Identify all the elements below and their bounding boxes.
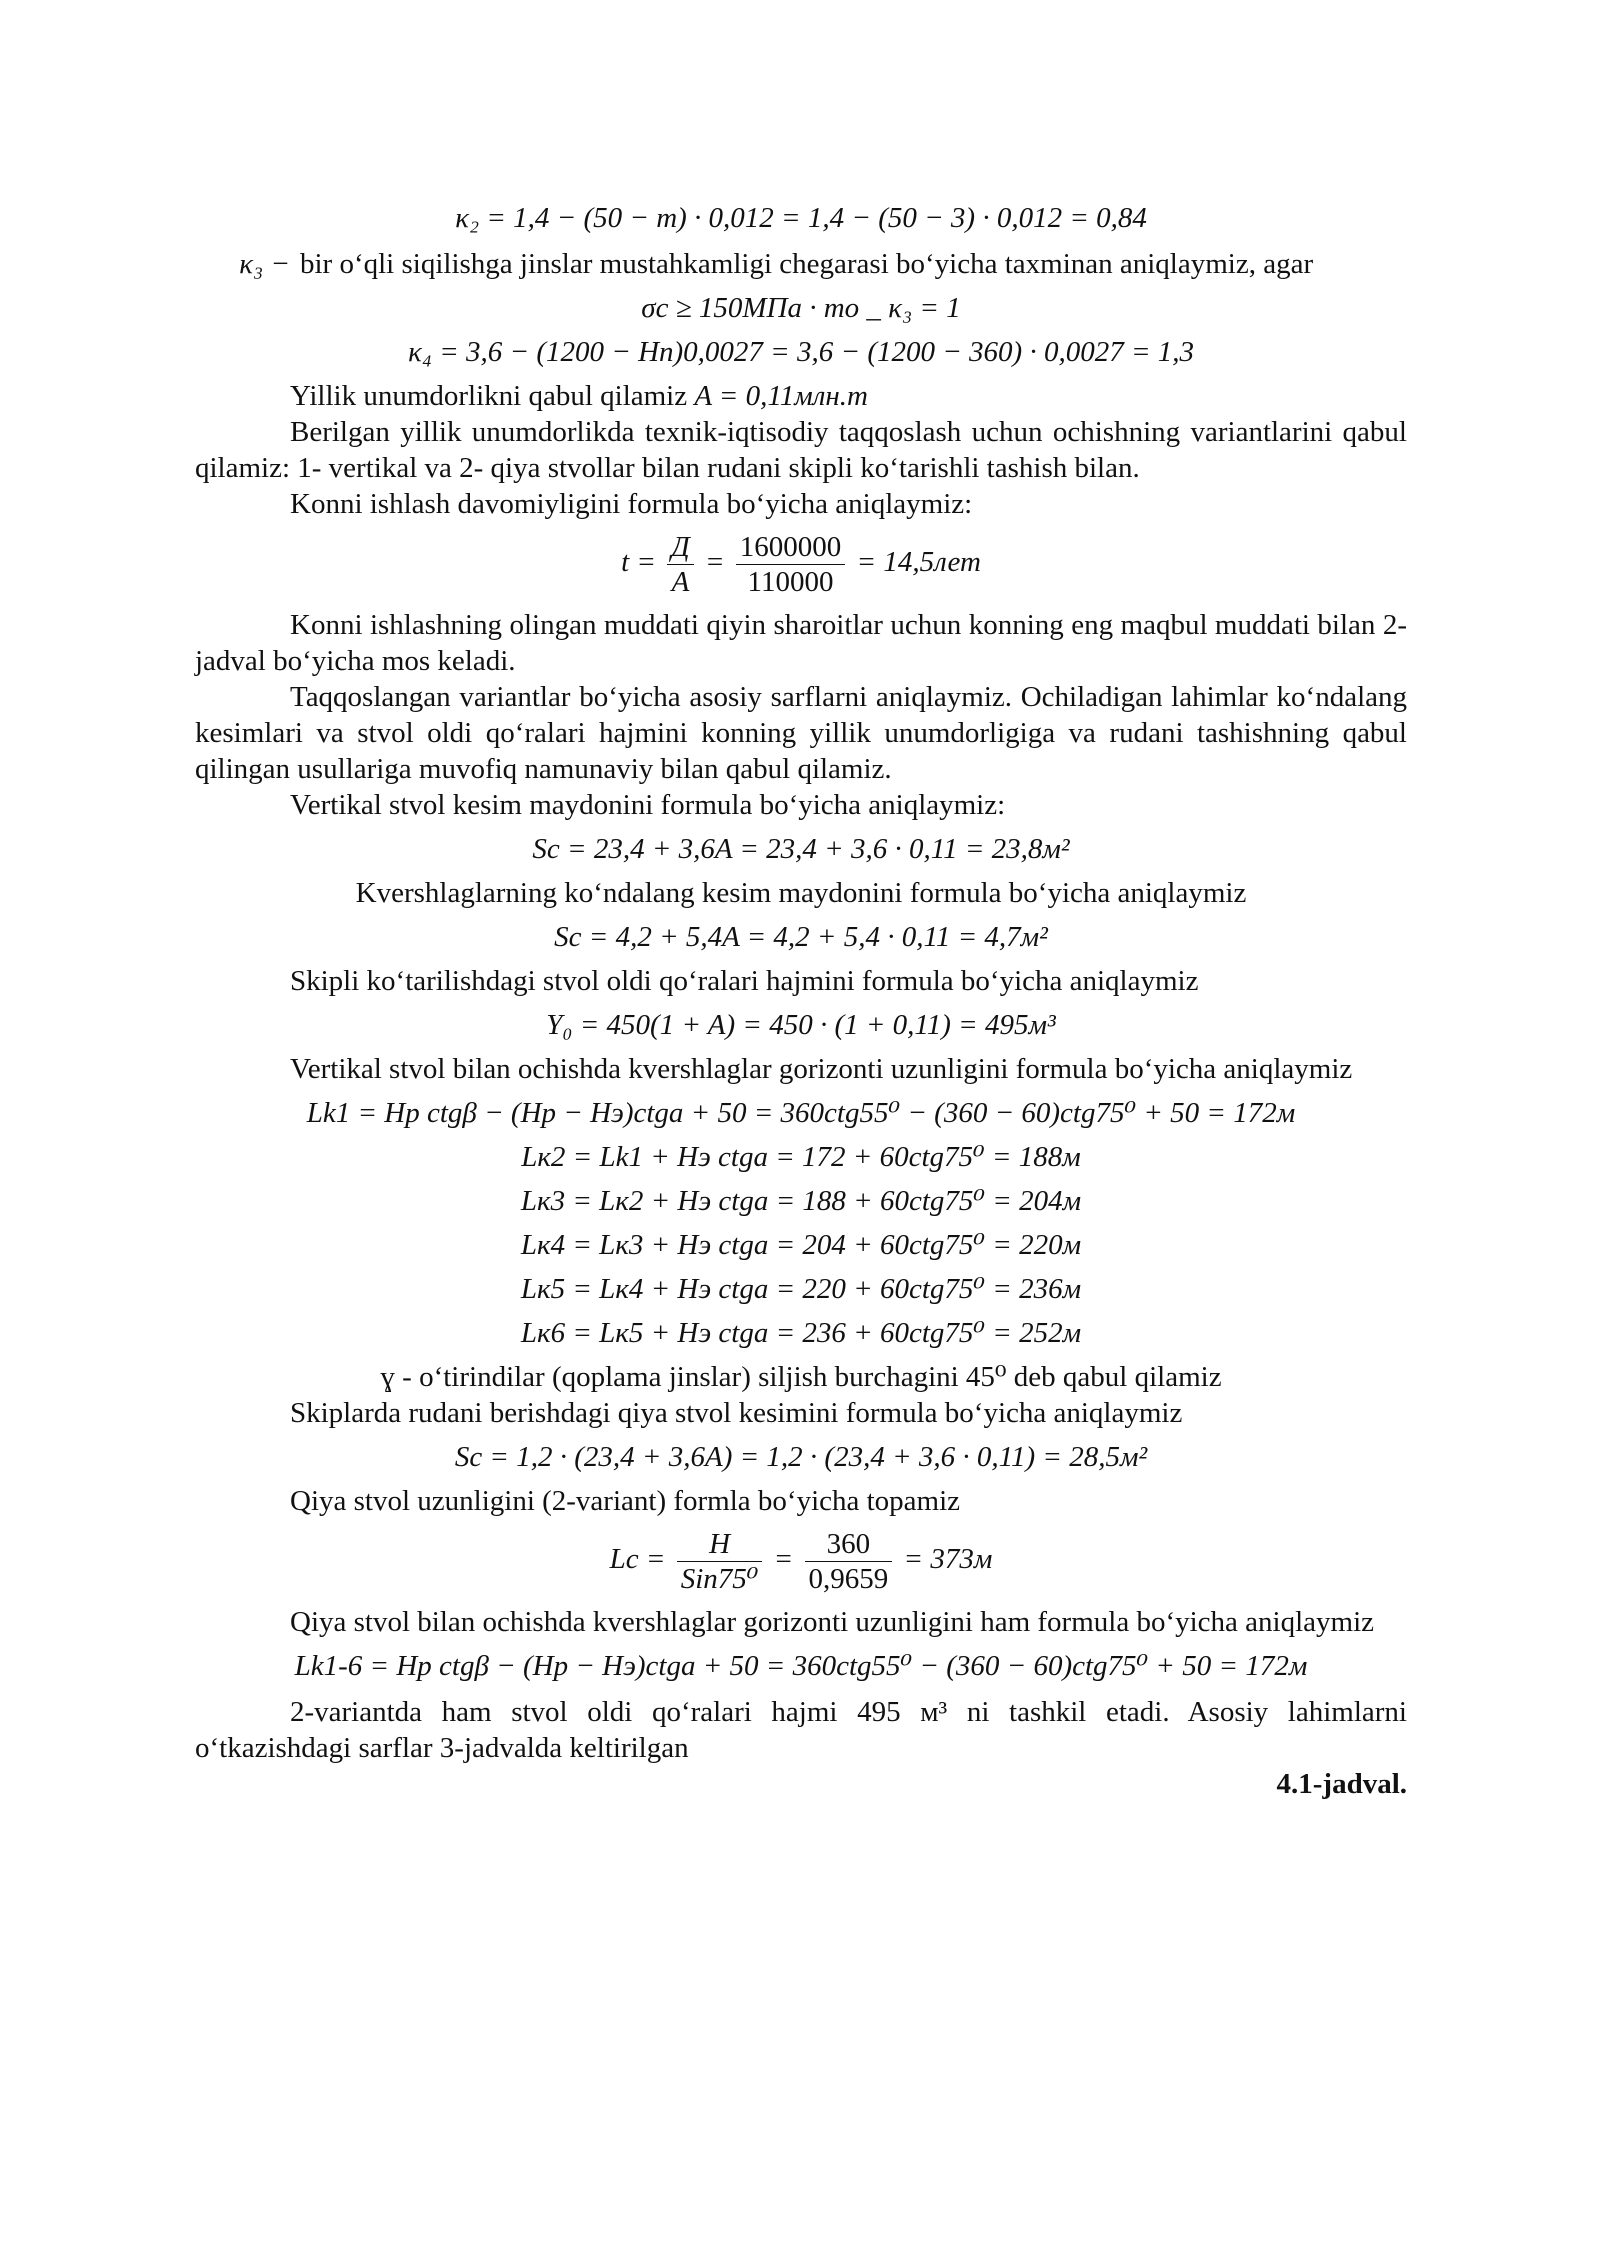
paragraph-yillik [195,378,1407,414]
paragraph-kvershlag: Kvershlaglarning ko‘ndalang kesim maydonini formula bo‘yicha aniqlaymiz [355,877,1247,909]
fraction-values [736,530,846,599]
paragraph-skipli: Skipli ko‘tarilishdagi stvol oldi qo‘ralari hajmini formula bo‘yicha aniqlaymiz [290,965,1199,997]
formula-lk5: Lк5 = Lк4 + Hэ ctga = 220 + 60ctg75⁰ = 236м [520,1273,1082,1305]
page-content [195,192,1407,1802]
formula-lk1: Lk1 = Hp ctgβ − (Hp − Hэ)ctga + 50 = 360ctg55⁰ − (360 − 60)ctg75⁰ + 50 = 172м [306,1097,1296,1129]
fraction-numerator: 1600000 [736,530,846,565]
formula-lk6: Lк6 = Lк5 + Hэ ctga = 236 + 60ctg75⁰ = 252м [520,1317,1082,1349]
fraction-denominator: Sin75⁰ [680,1563,759,1595]
paragraph-k3 [195,246,1407,282]
paragraph-vertikal: Vertikal stvol kesim maydonini formula bo‘yicha aniqlaymiz: [290,789,1006,821]
paragraph-qiya: Qiya stvol uzunligini (2-variant) formla bo‘yicha topamiz [290,1485,961,1517]
paragraph-skiplarda: Skiplarda rudani berishdagi qiya stvol kesimini formula bo‘yicha aniqlaymiz [290,1397,1183,1429]
formula-lk1-6: Lk1-6 = Hp ctgβ − (Hp − Hэ)ctga + 50 = 360ctg55⁰ − (360 − 60)ctg75⁰ + 50 = 172м [294,1650,1308,1682]
fraction-d-over-a [667,530,693,599]
formula-lk2: Lк2 = Lk1 + Hэ ctga = 172 + 60ctg75⁰ = 188м [521,1141,1081,1173]
fraction-numerator: H [677,1527,763,1562]
formula-lk3: Lк3 = Lк2 + Hэ ctga = 188 + 60ctg75⁰ = 204м [520,1185,1082,1217]
formula-sc1: Sc = 23,4 + 3,6A = 23,4 + 3,6 · 0,11 = 23,8м² [532,833,1070,865]
formula-sigma: σc ≥ 150МПа · то _ κ₃ = 1 [641,292,961,324]
formula-lc-rhs: = 373м [903,1543,993,1576]
formula-A: A = 0,11млн.т [694,380,868,412]
fraction-denominator: 110000 [747,566,834,598]
formula-t-lhs: t = [621,546,656,579]
fraction-denominator: 0,9659 [808,1563,889,1595]
paragraph-taqqoslangan: Taqqoslangan variantlar bo‘yicha asosiy sarflarni aniqlaymiz. Ochiladigan lahimlar ko‘ndalang kesimlari va stvol oldi qo‘ralari hajmini konning yillik unumdorligiga va rudani tashishning qabul qilingan usullariga muvofiq namunaviy bilan qabul qilamiz. [195,681,1407,785]
formula-sc2: Sc = 4,2 + 5,4A = 4,2 + 5,4 · 0,11 = 4,7м² [554,921,1048,953]
formula-lc: Lc = $\frac{H}{\text{Sin75⁰}}$ = $\frac{360}{0,9659}$ = 373м [609,1528,993,1595]
fraction-lc-values [805,1527,893,1596]
paragraph-konni2: Konni ishlashning olingan muddati qiyin sharoitlar uchun konning eng maqbul muddati bilan 2-jadval bo‘yicha mos keladi. [195,609,1407,677]
formula-lk4: Lк4 = Lк3 + Hэ ctga = 204 + 60ctg75⁰ = 220м [520,1229,1082,1261]
k3-text-cont: aniqlaymiz, agar [1119,248,1314,280]
paragraph-variant2: 2-variantda ham stvol oldi qo‘ralari hajmi 495 м³ ni tashkil etadi. Asosiy lahimlarni o‘tkazishdagi sarflar 3-jadvalda keltirilgan [195,1696,1407,1764]
k3-text: bir o‘qli siqilishga jinslar mustahkamligi chegarasi bo‘yicha taxminan [300,248,1113,280]
formula-k2: κ₂ = 1,4 − (50 − m) · 0,012 = 1,4 − (50 − 3) · 0,012 = 0,84 [455,202,1147,234]
paragraph-qiya2: Qiya stvol bilan ochishda kvershlaglar gorizonti uzunligini ham formula bo‘yicha aniqlaymiz [290,1606,1375,1638]
yillik-text: Yillik unumdorlikni qabul qilamiz [290,380,688,412]
formula-t-rhs: = 14,5лет [856,546,981,579]
formula-y0: Y₀ = 450(1 + A) = 450 · (1 + 0,11) = 495м³ [546,1009,1056,1041]
fraction-numerator: 360 [805,1527,893,1562]
paragraph-gamma: ɣ - o‘tirindilar (qoplama jinslar) siljish burchagini 45⁰ deb qabul qilamiz [380,1361,1222,1393]
fraction-numerator: Д [667,530,693,565]
paragraph-konni: Konni ishlash davomiyligini formula bo‘yicha aniqlaymiz: [290,488,973,520]
paragraph-berilgan: Berilgan yillik unumdorlikda texnik-iqtisodiy taqqoslash uchun ochishning variantlarini qabul qilamiz: 1- vertikal va 2- qiya stvollar bilan rudani skipli ko‘tarishli tashish bilan. [195,416,1407,484]
formula-k4: κ₄ = 3,6 − (1200 − Hп)0,0027 = 3,6 − (1200 − 360) · 0,0027 = 1,3 [407,336,1195,368]
table-label: 4.1-jadval. [1276,1768,1407,1800]
formula-t: t = $\frac{Д}{A}$ = $\frac{1600000}{110000}$ = 14,5лет [621,531,981,598]
k3-symbol: κ₃ − [239,248,290,280]
formula-sc3: Sc = 1,2 · (23,4 + 3,6A) = 1,2 · (23,4 + 3,6 · 0,11) = 28,5м² [454,1441,1148,1473]
fraction-h-over-sin [677,1527,763,1596]
fraction-denominator: A [671,566,690,598]
formula-lc-lhs: Lc = [609,1543,666,1576]
paragraph-vertikal2: Vertikal stvol bilan ochishda kvershlaglar gorizonti uzunligini formula bo‘yicha aniqlaymiz [290,1053,1353,1085]
